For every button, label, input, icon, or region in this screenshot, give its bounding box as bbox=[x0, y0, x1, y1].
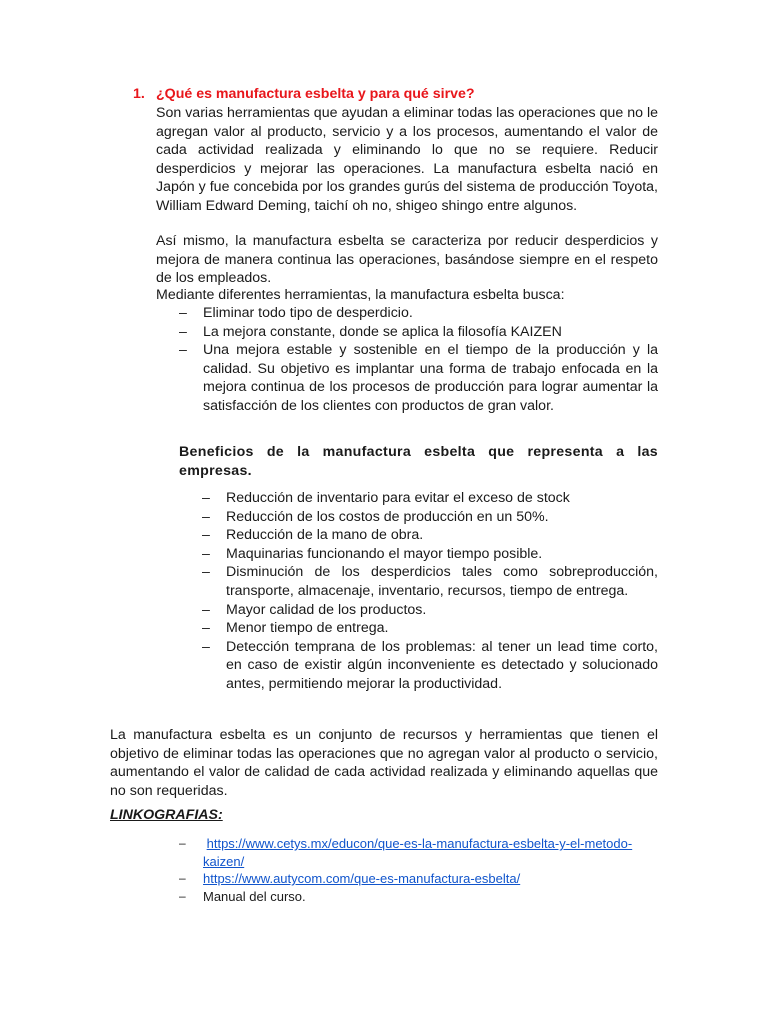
reference-manual: Manual del curso. bbox=[203, 888, 306, 904]
list-item bbox=[179, 835, 649, 870]
dash-bullet: – bbox=[202, 527, 210, 544]
list-item: – Una mejora estable y sostenible en el tiempo de la producción y la calidad. Su objetivo es implantar una forma de trabajo enfocada en la mejora continua de los procesos de producción para lograr aumentar la satisfacción de los clientes con productos de gran valor. bbox=[179, 342, 658, 414]
dash-bullet: – bbox=[202, 490, 210, 506]
dash-bullet: – bbox=[179, 342, 187, 359]
list-item: – Reducción de la mano de obra. bbox=[202, 527, 424, 544]
summary-paragraph: La manufactura esbelta es un conjunto de recursos y herramientas que tienen el objetivo de eliminar todas las operaciones que no agregan valor al producto o servicio, aumentando el valor de calidad de cada actividad realizada y eliminando aquellas que no son requeridas. bbox=[110, 727, 658, 799]
list-item: – Mayor calidad de los productos. bbox=[202, 601, 427, 618]
goals-list bbox=[179, 304, 658, 416]
dash-bullet: – bbox=[202, 601, 210, 618]
dash-bullet: – bbox=[202, 508, 210, 525]
list-item: – Detección temprana de los problemas: al tener un lead time corto, en caso de existir algún inconveniente es detectado y solucionado antes, permitiendo mejorar la productividad. bbox=[202, 638, 658, 692]
intro-paragraph-3: Mediante diferentes herramientas, la manufactura esbelta busca: bbox=[156, 287, 565, 303]
references-heading: LINKOGRAFIAS: bbox=[110, 807, 223, 823]
question-title: ¿Qué es manufactura esbelta y para qué sirve? bbox=[156, 86, 475, 102]
dash-bullet: – bbox=[179, 871, 186, 885]
reference-link-autycom[interactable]: https://www.autycom.com/que-es-manufactura-esbelta/ bbox=[203, 871, 521, 886]
list-item bbox=[179, 888, 649, 906]
dash-bullet: – bbox=[179, 323, 187, 340]
references-list bbox=[179, 835, 649, 905]
list-item: – Reducción de inventario para evitar el exceso de stock bbox=[202, 490, 570, 506]
question-number: 1. bbox=[133, 86, 145, 102]
list-item: – Maquinarias funcionando el mayor tiempo posible. bbox=[202, 545, 543, 562]
dash-bullet: – bbox=[202, 564, 210, 581]
dash-bullet: – bbox=[202, 545, 210, 562]
intro-paragraph-2: Así mismo, la manufactura esbelta se caracteriza por reducir desperdicios y mejora de manera continua las operaciones, basándose siempre en el respeto de los empleados. bbox=[156, 233, 658, 287]
list-item bbox=[179, 870, 649, 888]
list-item: – Reducción de los costos de producción en un 50%. bbox=[202, 508, 549, 525]
list-item: – Disminución de los desperdicios tales como sobreproducción, transporte, almacenaje, inventario, recursos, tiempo de entrega. bbox=[202, 564, 658, 599]
list-item: – Menor tiempo de entrega. bbox=[202, 620, 389, 637]
dash-bullet: – bbox=[179, 305, 187, 321]
dash-bullet: – bbox=[202, 638, 210, 655]
benefits-heading: Beneficios de la manufactura esbelta que representa a las empresas. bbox=[179, 444, 658, 479]
list-item: – La mejora constante, donde se aplica la filosofía KAIZEN bbox=[179, 323, 562, 340]
benefits-list bbox=[202, 489, 658, 694]
intro-paragraph-1: Son varias herramientas que ayudan a eliminar todas las operaciones que no le agregan valor al producto, servicio y a los procesos, aumentando el valor de cada actividad realizada y eliminando lo que no se requiere. Reducir desperdicios y mejorar las operaciones. La manufactura esbelta nació en Japón y fue concebida por los grandes gurús del sistema de producción Toyota, William Edward Deming, taichí oh no, shigeo shingo entre algunos. bbox=[156, 105, 658, 214]
dash-bullet: – bbox=[179, 888, 186, 903]
dash-bullet: – bbox=[179, 836, 186, 850]
list-item: – Eliminar todo tipo de desperdicio. bbox=[179, 305, 413, 321]
question-heading bbox=[133, 85, 663, 104]
dash-bullet: – bbox=[202, 620, 210, 637]
reference-link-cetys[interactable]: https://www.cetys.mx/educon/que-es-la-manufactura-esbelta-y-el-metodo-kaizen/ bbox=[203, 836, 633, 869]
